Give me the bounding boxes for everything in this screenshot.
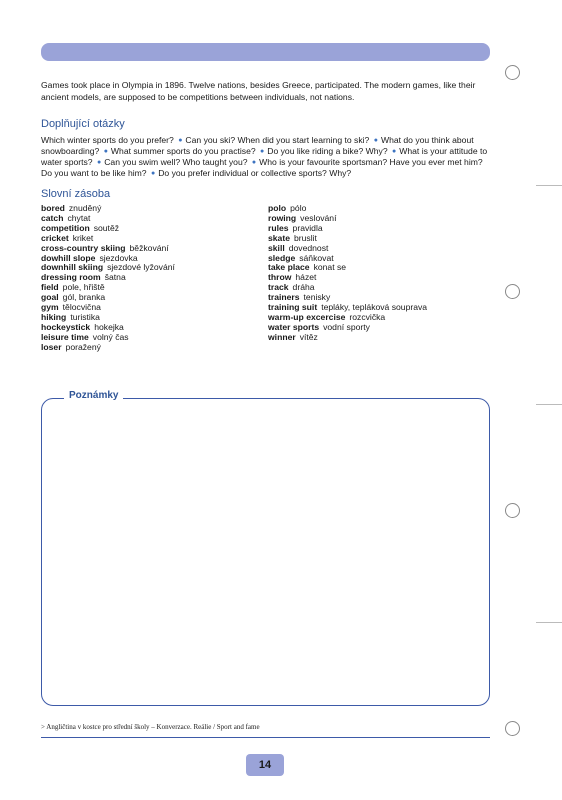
vocab-term: sledge: [268, 252, 296, 263]
question: ● Who is your favourite sportsman? Have you ever met him? Do you want to be like him?: [41, 157, 483, 178]
margin-rule: [536, 185, 562, 186]
question: ● What is your attitude to water sports?: [41, 146, 487, 167]
vocab-meaning: pole, hřiště: [62, 282, 105, 293]
vocab-meaning: vodní sporty: [323, 321, 370, 332]
vocab-term: warm-up excercise: [268, 311, 346, 322]
vocab-meaning: sáňkovat: [299, 252, 334, 263]
vocab-term: catch: [41, 212, 64, 223]
vocab-term: water sports: [268, 321, 320, 332]
vocab-meaning: turistika: [70, 311, 100, 322]
vocab-meaning: tepláky, tepláková souprava: [321, 302, 428, 313]
questions-title: Doplňující otázky: [41, 118, 125, 130]
question: ● Can you ski? When did you start learning to ski?: [176, 135, 369, 145]
question: ● Can you swim well? Who taught you?: [95, 157, 248, 167]
vocab-term: dressing room: [41, 272, 101, 283]
binder-hole: [505, 503, 520, 518]
vocab-term: rules: [268, 222, 289, 233]
question: ● What summer sports do you practise?: [102, 146, 256, 156]
vocab-item: [41, 293, 175, 303]
vocab-item: [41, 283, 175, 293]
question: ● Do you prefer individual or collective sports? Why?: [149, 168, 351, 178]
intro-paragraph: Games took place in Olympia in 1896. Twelve nations, besides Greece, participated. The modern games, like their ancient models, are supposed to be competitions between individuals, not nations.: [41, 80, 476, 102]
vocab-meaning: házet: [295, 272, 317, 283]
vocab-term: skate: [268, 232, 290, 243]
vocab-meaning: rozcvička: [349, 311, 386, 322]
vocab-item: [41, 273, 175, 283]
vocab-meaning: veslování: [300, 212, 337, 223]
vocab-term: track: [268, 282, 289, 293]
footer-divider: [41, 737, 490, 738]
vocab-term: competition: [41, 222, 90, 233]
vocab-term: leisure time: [41, 331, 89, 342]
question: Which winter sports do you prefer?: [41, 135, 174, 145]
vocab-meaning: bruslit: [293, 232, 317, 243]
vocab-meaning: pravidla: [292, 222, 323, 233]
vocab-meaning: kriket: [72, 232, 94, 243]
vocab-meaning: gól, branka: [62, 292, 106, 303]
question: ● What do you think about snowboarding?: [41, 135, 474, 156]
vocab-item: [268, 224, 427, 234]
binder-hole: [505, 721, 520, 736]
vocab-term: field: [41, 282, 59, 293]
vocab-item: [268, 333, 427, 343]
vocab-meaning: poražený: [65, 341, 101, 352]
vocab-term: gym: [41, 302, 59, 313]
vocab-term: downhill skiing: [41, 262, 104, 273]
vocab-meaning: tělocvična: [62, 302, 101, 313]
vocab-meaning: sjezdovka: [99, 252, 138, 263]
vocab-meaning: sjezdové lyžování: [107, 262, 175, 273]
vocab-term: cross-country skiing: [41, 242, 126, 253]
vocab-meaning: vítěz: [299, 331, 318, 342]
vocab-meaning: dovednost: [288, 242, 329, 253]
vocab-term: trainers: [268, 292, 300, 303]
vocab-meaning: volný čas: [92, 331, 129, 342]
vocab-term: throw: [268, 272, 292, 283]
vocab-term: hockeystick: [41, 321, 91, 332]
vocab-term: winner: [268, 331, 296, 342]
vocab-list-left: [41, 204, 175, 353]
vocab-meaning: hokejka: [94, 321, 124, 332]
header-bar: [41, 43, 490, 61]
footer-text: > Angličtina v kostce pro střední školy – Konverzace. Reálie / Sport and fame: [41, 723, 260, 731]
vocab-term: goal: [41, 292, 59, 303]
vocab-term: take place: [268, 262, 310, 273]
vocab-item: [41, 343, 175, 353]
notes-title: Poznámky: [64, 390, 123, 401]
vocab-meaning: soutěž: [93, 222, 120, 233]
vocab-meaning: chytat: [67, 212, 91, 223]
vocab-meaning: konat se: [313, 262, 347, 273]
vocab-meaning: dráha: [292, 282, 315, 293]
vocab-meaning: běžkování: [129, 242, 169, 253]
binder-hole: [505, 284, 520, 299]
binder-hole: [505, 65, 520, 80]
vocab-term: training suit: [268, 302, 318, 313]
vocab-term: skill: [268, 242, 285, 253]
vocab-item: [268, 263, 427, 273]
vocab-meaning: pólo: [290, 203, 307, 213]
vocab-term: dowhill slope: [41, 252, 96, 263]
vocab-term: rowing: [268, 212, 297, 223]
vocab-term: loser: [41, 341, 62, 352]
notes-box: [41, 390, 490, 706]
vocab-term: cricket: [41, 232, 69, 243]
vocab-term: bored: [41, 203, 65, 213]
vocab-title: Slovní zásoba: [41, 188, 111, 200]
vocab-list-right: [268, 204, 427, 343]
vocab-meaning: znuděný: [68, 203, 102, 213]
question: ● Do you like riding a bike? Why?: [258, 146, 388, 156]
vocab-term: polo: [268, 203, 287, 213]
page-number: 14: [246, 754, 284, 776]
vocab-meaning: tenisky: [303, 292, 331, 303]
questions-paragraph: [41, 135, 491, 179]
margin-rule: [536, 404, 562, 405]
vocab-term: hiking: [41, 311, 67, 322]
vocab-meaning: šatna: [104, 272, 126, 283]
margin-rule: [536, 622, 562, 623]
